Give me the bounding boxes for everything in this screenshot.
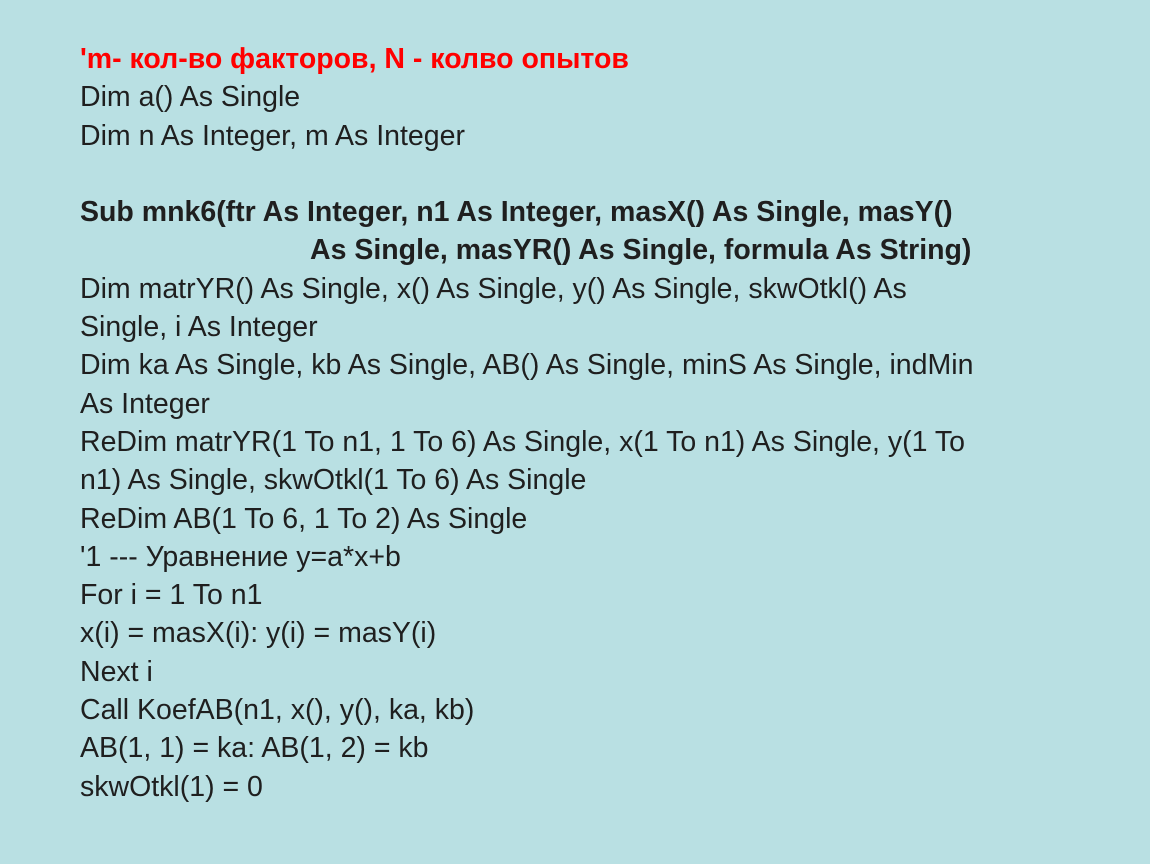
code-line-dim-a: Dim a() As Single [80, 81, 301, 114]
code-line: AB(1, 1) = ka: AB(1, 2) = kb [80, 732, 429, 765]
code-line: x(i) = masX(i): y(i) = masY(i) [80, 617, 437, 650]
code-line: For i = 1 To n1 [80, 579, 263, 612]
code-line-dim-n-m: Dim n As Integer, m As Integer [80, 119, 465, 152]
code-line: ReDim matrYR(1 To n1, 1 To 6) As Single, x(1 To n1) As Single, y(1 To [80, 425, 965, 458]
code-line: ReDim AB(1 To 6, 1 To 2) As Single [80, 502, 528, 535]
sub-signature-line-2: As Single, masYR() As Single, formula As String) [310, 234, 972, 267]
code-line: Next i [80, 655, 153, 688]
blank-line [80, 155, 1100, 193]
code-line: skwOtkl(1) = 0 [80, 770, 263, 803]
code-line: Dim ka As Single, kb As Single, AB() As Single, minS As Single, indMin [80, 349, 974, 382]
code-line: n1) As Single, skwOtkl(1 To 6) As Single [80, 464, 587, 497]
code-line: Call KoefAB(n1, x(), y(), ka, kb) [80, 694, 475, 727]
header-comment: 'm- кол-во факторов, N - колво опытов [80, 43, 629, 75]
code-line: As Integer [80, 387, 210, 420]
code-line-comment: '1 --- Уравнение y=a*x+b [80, 540, 401, 573]
code-line: Dim matrYR() As Single, x() As Single, y() As Single, skwOtkl() As [80, 272, 907, 305]
code-line: Single, i As Integer [80, 311, 318, 344]
sub-signature-line-1: Sub mnk6(ftr As Integer, n1 As Integer, masX() As Single, masY() [80, 196, 953, 229]
